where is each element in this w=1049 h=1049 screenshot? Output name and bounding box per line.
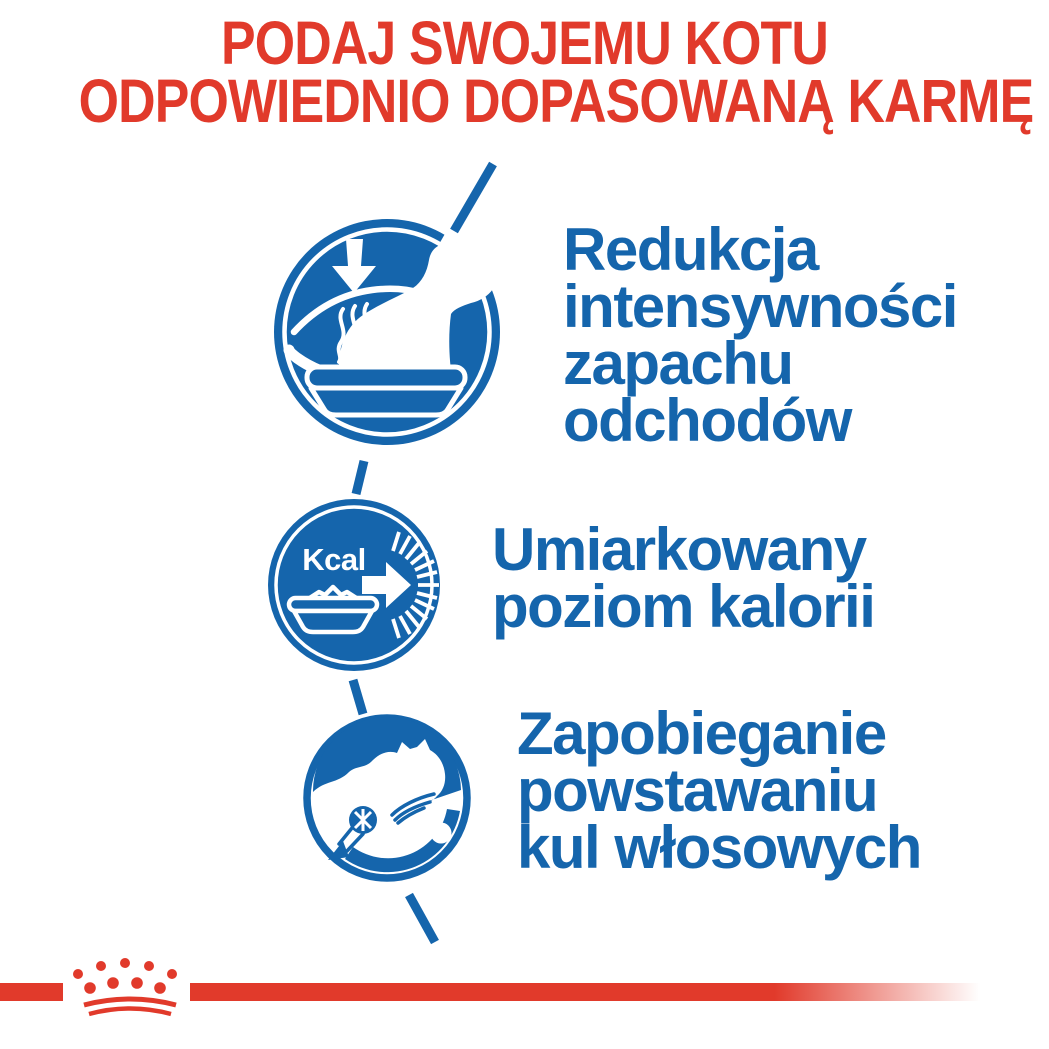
- benefit-line: Redukcja: [563, 216, 818, 283]
- headline-line-1: PODAJ SWOJEMU KOTU: [221, 9, 828, 77]
- footer-red-bar-left: [0, 983, 63, 1001]
- crown-dots: [73, 958, 177, 994]
- benefit-line: Zapobieganie: [517, 700, 886, 767]
- cat-litter-box-odor-icon: [267, 212, 507, 452]
- kcal-label: Kcal: [302, 542, 366, 577]
- benefit-line: Umiarkowany: [492, 516, 866, 583]
- kcal-gauge-bowl-icon: [259, 490, 449, 680]
- headline: [0, 9, 1049, 135]
- benefit-text-hairball: [517, 700, 921, 881]
- cat-paw: [431, 823, 452, 844]
- icon-disk: [268, 499, 440, 671]
- litter-box-body: [311, 388, 461, 415]
- benefit-line: intensywności: [563, 273, 957, 340]
- headline-line-2: ODPOWIEDNIO DOPASOWANĄ KARMĘ: [78, 67, 1034, 135]
- benefit-line: powstawaniu: [517, 757, 878, 824]
- crown-arc-upper: [84, 999, 176, 1005]
- benefit-line: zapachu: [563, 330, 793, 397]
- cat-grooming-hairball-icon: [297, 708, 477, 888]
- litter-box-rim: [307, 367, 465, 388]
- benefit-line: kul włosowych: [517, 814, 921, 881]
- connector-line: [409, 895, 435, 942]
- benefit-text-odor: [563, 216, 957, 454]
- cat-leg: [381, 827, 435, 831]
- benefit-text-calories: [492, 516, 875, 640]
- crown-arc-lower: [89, 1009, 171, 1015]
- benefit-line: odchodów: [563, 387, 851, 454]
- footer-red-bar-right: [190, 983, 980, 1001]
- royal-canin-crown-icon: [62, 955, 192, 1025]
- benefit-line: poziom kalorii: [492, 573, 875, 640]
